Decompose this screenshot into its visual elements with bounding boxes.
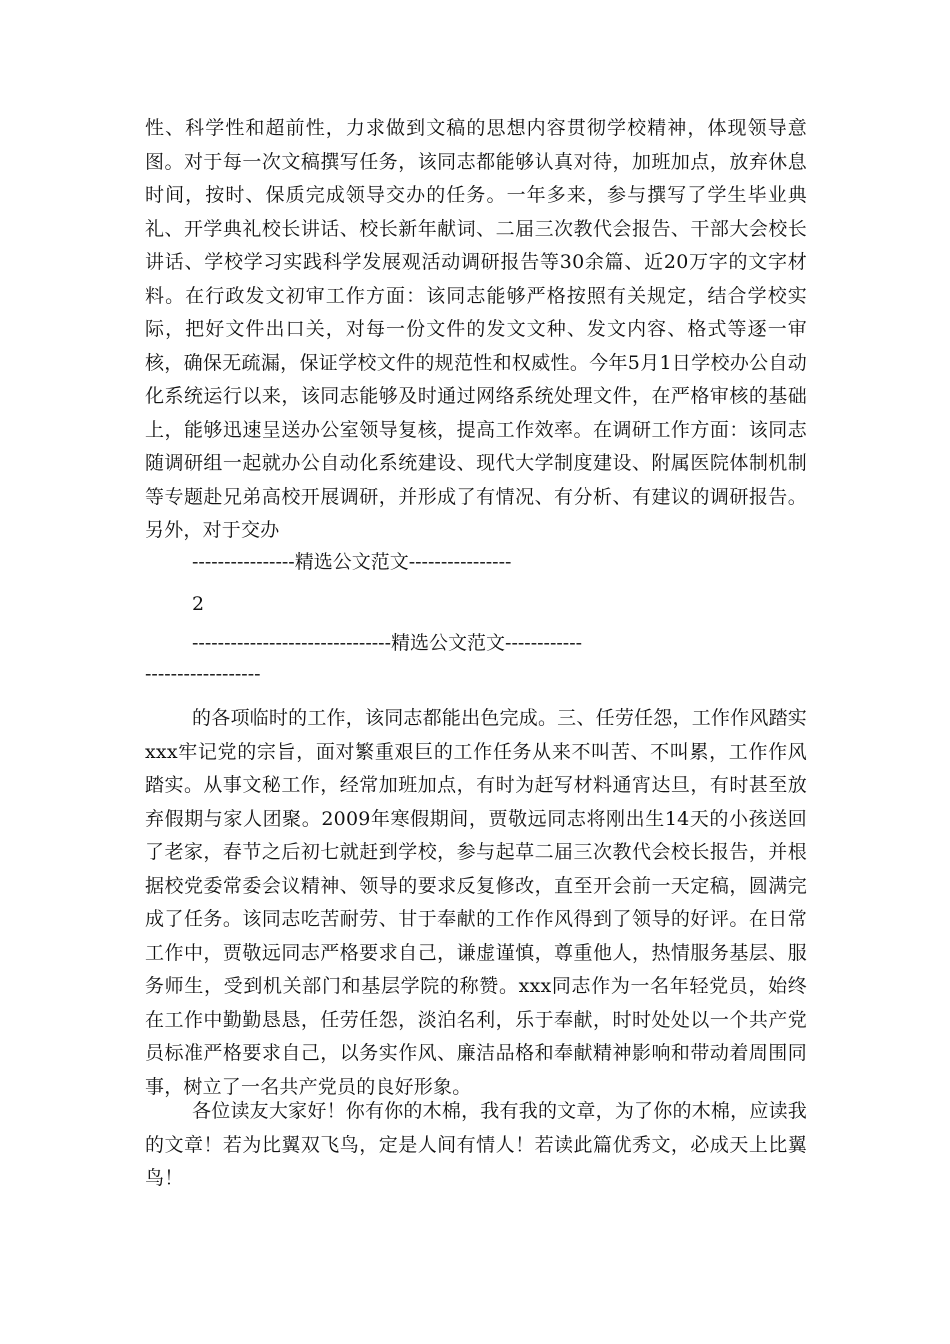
closing-paragraph: 各位读友大家好！你有你的木棉，我有我的文章，为了你的木棉，应读我的文章！若为比翼双飞鸟，定是人间有情人！若读此篇优秀文，必成天上比翼鸟！ [145, 1100, 807, 1189]
body-paragraph-2: 的各项临时的工作，该同志都能出色完成。三、任劳任怨，工作作风踏实xxx牢记党的宗旨，面对繁重艰巨的工作任务从来不叫苦、不叫累，工作作风踏实。从事文秘工作，经常加班加点，有时为赶写材料通宵达旦，有时甚至放弃假期与家人团聚。2009年寒假期间，贾敬远同志将刚出生14天的小孩送回了老家，春节之后初七就赶到学校，参与起草二届三次教代会校长报告，并根据校党委常委会议精神、领导的要求反复修改，直至开会前一天定稿，圆满完成了任务。该同志吃苦耐劳、甘于奉献的工作作风得到了领导的好评。在日常工作中，贾敬远同志严格要求自己，谦虚谨慎，尊重他人，热情服务基层、服务师生，受到机关部门和基层学院的称赞。xxx同志作为一名年轻党员，始终在工作中勤勤恳恳，任劳任怨，淡泊名利，乐于奉献，时时处处以一个共产党员标准严格要求自己，以务实作风、廉洁品格和奉献精神影响和带动着周围同事，树立了一名共产党员的良好形象。 [145, 707, 807, 1098]
page-number: 2 [192, 593, 205, 615]
header-separator: ----------------精选公文范文---------------- [192, 551, 512, 573]
body-paragraph-1: 性、科学性和超前性，力求做到文稿的思想内容贯彻学校精神，体现领导意图。对于每一次文稿撰写任务，该同志都能够认真对待，加班加点，放弃休息时间，按时、保质完成领导交办的任务。一年多来，参与撰写了学生毕业典礼、开学典礼校长讲话、校长新年献词、二届三次教代会报告、干部大会校长讲话、学校学习实践科学发展观活动调研报告等30余篇、近20万字的文字材料。在行政发文初审工作方面：该同志能够严格按照有关规定，结合学校实际，把好文件出口关，对每一份文件的发文文种、发文内容、格式等逐一审核，确保无疏漏，保证学校文件的规范性和权威性。今年5月1日学校办公自动化系统运行以来，该同志能够及时通过网络系统处理文件，在严格审核的基础上，能够迅速呈送办公室领导复核，提高工作效率。在调研工作方面：该同志随调研组一起就办公自动化系统建设、现代大学制度建设、附属医院体制机制等专题赴兄弟高校开展调研，并形成了有情况、有分析、有建议的调研报告。另外，对于交办 [145, 117, 807, 541]
footer-separator: -------------------------------精选公文范文------------------------------ [145, 632, 583, 685]
